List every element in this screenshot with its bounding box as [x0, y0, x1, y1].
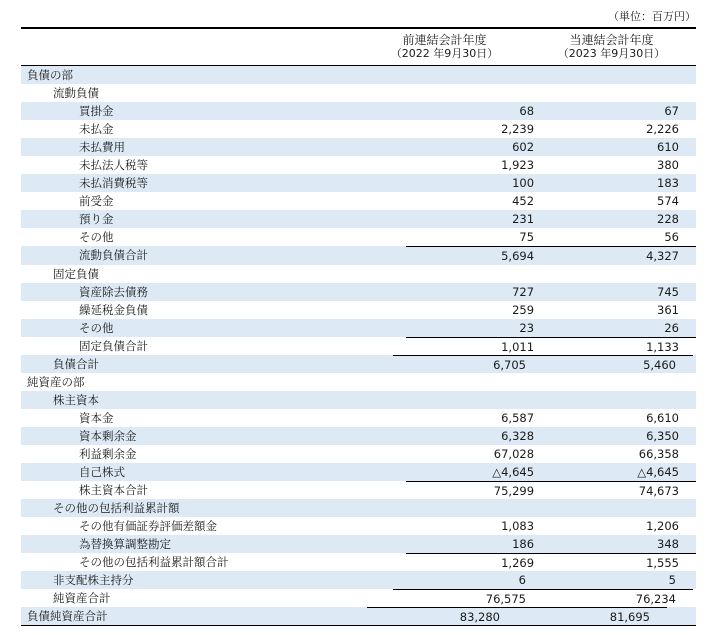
prior-year-value — [367, 66, 517, 84]
prior-year-value — [367, 373, 517, 391]
table-row — [21, 391, 696, 409]
current-year-value: 66,358 — [638, 446, 679, 461]
row-label: 流動負債合計 — [79, 248, 148, 263]
table-row — [21, 445, 696, 463]
prior-year-value: 23 — [519, 320, 535, 335]
table-row — [21, 499, 696, 517]
row-label: 預り金 — [79, 212, 114, 227]
prior-year-value: 75 — [519, 230, 535, 245]
table-row — [21, 589, 696, 607]
current-year-value: 1,555 — [551, 553, 696, 571]
current-year-value: 6,610 — [646, 410, 679, 425]
current-year-value: 361 — [657, 302, 679, 317]
prior-year-value: △4,645 — [492, 465, 535, 480]
prior-year-value: 186 — [512, 537, 535, 552]
prior-year-value: 1,083 — [501, 519, 535, 534]
row-label: 負債純資産合計 — [27, 609, 108, 624]
prior-year-value: 6,328 — [501, 428, 535, 443]
column-date: （2022 年9月30日） — [390, 47, 499, 60]
current-year-value — [543, 499, 693, 517]
table-row — [21, 427, 696, 445]
row-label: 資本金 — [79, 410, 114, 425]
table-row — [21, 102, 696, 120]
prior-year-value — [393, 84, 543, 102]
current-year-value: 745 — [657, 284, 679, 299]
table-row — [21, 319, 696, 337]
table-row — [21, 355, 696, 373]
table-row — [21, 192, 696, 210]
current-year-value: 56 — [664, 230, 679, 245]
current-year-value: 348 — [657, 537, 679, 552]
table-row — [21, 265, 696, 283]
row-label: 繰延税金負債 — [79, 302, 148, 317]
prior-year-value: 231 — [512, 212, 535, 227]
row-label: 株主資本 — [53, 392, 99, 407]
row-label: その他 — [79, 320, 114, 335]
row-label: 資産除去債務 — [79, 284, 148, 299]
row-label: 利益剰余金 — [79, 447, 137, 461]
prior-year-value: 452 — [512, 194, 535, 209]
row-label: 未払法人税等 — [79, 158, 148, 173]
table-row — [21, 246, 696, 264]
row-label: 買掛金 — [79, 104, 114, 119]
row-label: 負債の部 — [27, 68, 73, 83]
column-header-prior-year — [361, 33, 528, 61]
table-row — [21, 84, 696, 102]
table-row — [21, 373, 696, 391]
prior-year-value — [393, 499, 543, 517]
row-label: 未払金 — [79, 122, 114, 137]
prior-year-value: 76,575 — [393, 589, 543, 607]
prior-year-value: 727 — [512, 284, 535, 299]
prior-year-value: 2,239 — [501, 122, 535, 137]
current-year-value — [543, 391, 693, 409]
table-row — [21, 138, 696, 156]
prior-year-value: 1,011 — [406, 337, 551, 355]
table-row — [21, 607, 696, 626]
unit-label: （単位：百万円） — [608, 10, 696, 23]
balance-sheet-table — [21, 27, 696, 626]
current-year-value — [517, 373, 667, 391]
current-year-value: 610 — [657, 140, 679, 155]
prior-year-value — [393, 265, 543, 283]
current-year-value: 5 — [668, 573, 676, 588]
table-row — [21, 301, 696, 319]
table-body — [21, 65, 696, 626]
table-row — [21, 120, 696, 138]
prior-year-value — [393, 391, 543, 409]
row-label: その他の包括利益累計額合計 — [79, 555, 229, 570]
table-row — [21, 517, 696, 535]
prior-year-value: 6 — [518, 573, 526, 588]
row-label: 為替換算調整勘定 — [79, 537, 171, 552]
current-year-value — [543, 265, 693, 283]
row-label: 資本剰余金 — [79, 428, 137, 443]
prior-year-value: 1,269 — [406, 553, 551, 571]
current-year-value: 228 — [657, 212, 679, 227]
row-label: 未払費用 — [79, 140, 125, 155]
prior-year-value: 6,587 — [501, 410, 535, 425]
row-label: 固定負債 — [53, 266, 99, 281]
table-row — [21, 535, 696, 553]
column-title: 当連結会計年度 — [569, 33, 654, 47]
prior-year-value: 83,280 — [367, 607, 517, 625]
prior-year-value: 259 — [512, 302, 535, 317]
column-header-current-year — [528, 33, 695, 61]
row-label: 負債合計 — [53, 356, 99, 371]
row-label: その他の包括利益累計額 — [53, 501, 180, 516]
table-row — [21, 228, 696, 246]
row-label: 未払消費税等 — [79, 176, 148, 191]
prior-year-value: 75,299 — [406, 481, 551, 499]
prior-year-value: 100 — [512, 176, 535, 191]
row-label: 純資産の部 — [27, 374, 85, 389]
prior-year-value: 68 — [519, 104, 535, 119]
current-year-value: 76,234 — [543, 589, 693, 607]
current-year-value — [517, 66, 667, 84]
prior-year-value: 602 — [512, 140, 535, 155]
current-year-value: 1,133 — [551, 337, 696, 355]
current-year-value: 4,327 — [551, 246, 696, 264]
prior-year-value: 1,923 — [501, 158, 535, 173]
table-row — [21, 571, 696, 589]
current-year-value: 1,206 — [646, 519, 679, 534]
prior-year-value: 67,028 — [493, 446, 535, 461]
prior-year-value: 5,694 — [406, 246, 551, 264]
table-row — [21, 210, 696, 228]
table-row — [21, 463, 696, 481]
row-label: その他有価証券評価差額金 — [79, 519, 217, 534]
table-row — [21, 481, 696, 499]
table-row — [21, 553, 696, 571]
column-date: （2023 年9月30日） — [557, 47, 666, 60]
row-label: 株主資本合計 — [79, 483, 148, 498]
row-label: 非支配株主持分 — [53, 573, 134, 588]
current-year-value: 380 — [657, 158, 679, 173]
current-year-value: 6,350 — [646, 428, 679, 443]
row-label: 流動負債 — [53, 86, 99, 101]
row-label: 固定負債合計 — [79, 338, 148, 353]
table-row — [21, 66, 696, 84]
table-row — [21, 409, 696, 427]
current-year-value: 2,226 — [646, 122, 679, 137]
row-label: 純資産合計 — [53, 591, 111, 606]
table-row — [21, 283, 696, 301]
column-header-row — [21, 29, 696, 65]
table-row — [21, 337, 696, 355]
row-label: 前受金 — [79, 194, 114, 209]
current-year-value: 5,460 — [543, 355, 693, 373]
prior-year-value: 6,705 — [393, 355, 543, 373]
current-year-value: 26 — [664, 320, 679, 335]
row-label: 自己株式 — [79, 465, 125, 480]
current-year-value: 574 — [657, 194, 679, 209]
current-year-value: 183 — [657, 176, 679, 191]
current-year-value — [543, 84, 693, 102]
current-year-value: 81,695 — [517, 607, 667, 625]
current-year-value: △4,645 — [637, 465, 679, 480]
current-year-value: 67 — [664, 104, 679, 119]
table-row — [21, 174, 696, 192]
table-row — [21, 156, 696, 174]
row-label: その他 — [79, 230, 114, 245]
column-title: 前連結会計年度 — [402, 33, 487, 47]
current-year-value: 74,673 — [551, 481, 696, 499]
